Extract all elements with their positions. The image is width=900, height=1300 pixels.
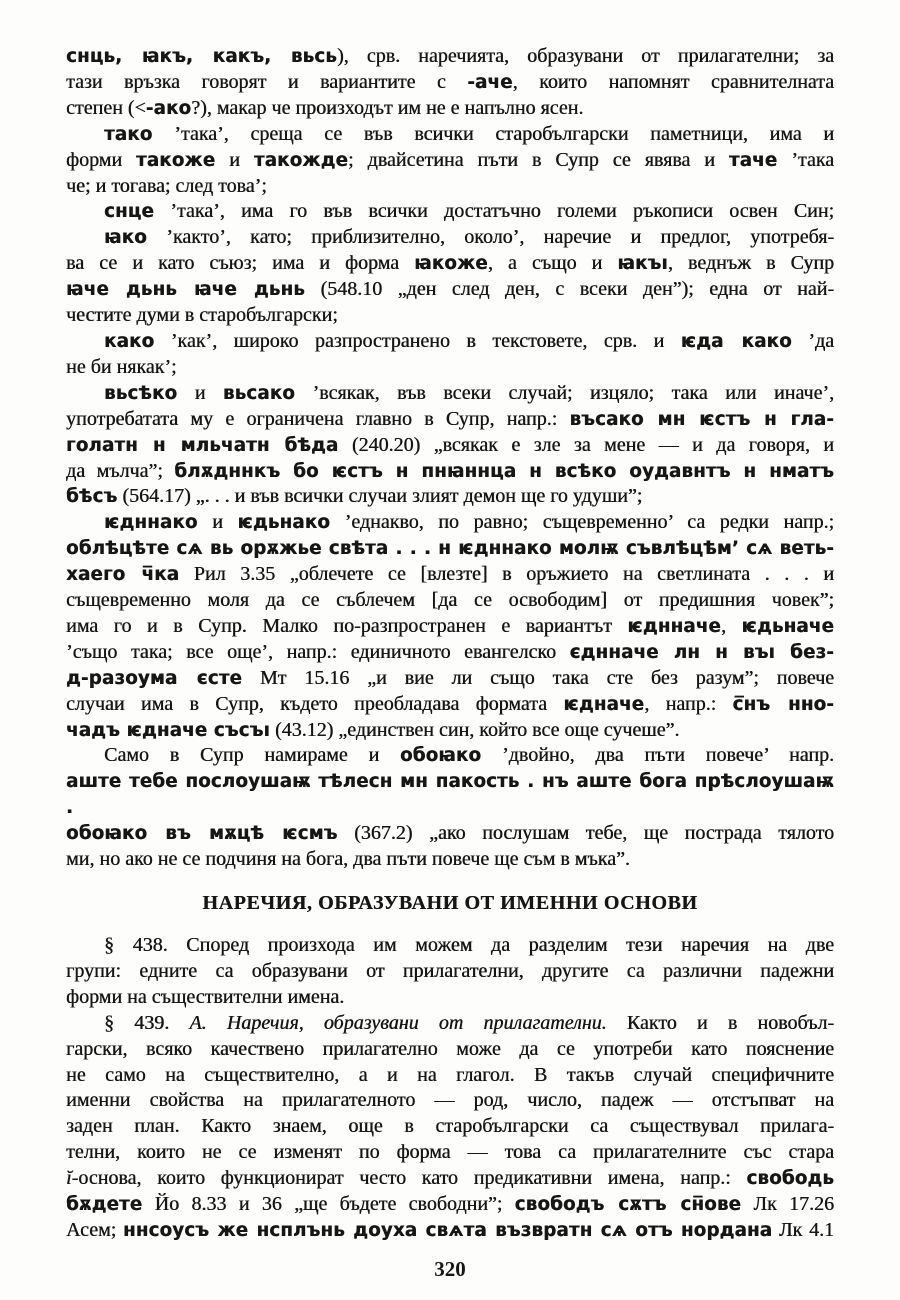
old-cyrillic-text: ѥдьначе (741, 615, 834, 637)
body-text: ’еднакво, по равно; същевременно’ са редки напр.; (330, 511, 835, 534)
text-line (66, 1114, 834, 1140)
text-line (66, 959, 834, 985)
body-text: § 438. Според произхода им можем да разделим тези наречия на две (104, 934, 834, 956)
old-cyrillic-text: свободъ сѫтъ сн̅ове (514, 1194, 742, 1216)
body-text: ; двайсетина пъти в Супр се явява и (348, 148, 729, 171)
text-line (66, 148, 834, 174)
old-cyrillic-text: свободь (746, 1168, 834, 1190)
old-cyrillic-text: с̅нъ нно- (732, 693, 835, 715)
text-line (66, 614, 834, 640)
old-cyrillic-text: ꙗко (104, 227, 147, 249)
body-text: Асем; (66, 1218, 123, 1241)
old-cyrillic-text: ꙗкъı (617, 253, 668, 275)
text-line (66, 96, 834, 122)
body-section (66, 933, 834, 1244)
body-text: ?), макар че произходът им не е напълно ясен. (191, 96, 584, 119)
body-text: -основа, които функционират често като предикативни имена, напр.: (71, 1167, 747, 1190)
body-text: ва се и като съюз; има и форма (66, 252, 415, 275)
page-number: 320 (434, 1256, 466, 1281)
old-cyrillic-text: въсако мн ѥстъ н гла- (569, 408, 834, 430)
old-cyrillic-text: вьсако (222, 382, 295, 404)
text-line (66, 743, 834, 769)
text-line (66, 122, 834, 148)
old-cyrillic-text: ннсоусъ же нсплънь доуха свѧта възвратн сѧ отъ нордана (122, 1219, 773, 1241)
old-cyrillic-text: снць, ꙗкъ, какъ, вьсь (66, 46, 337, 67)
body-text: форми на съществителни имена. (66, 985, 345, 1008)
body-text: именни свойства на прилагателното — род, число, падеж — отстъпват на (66, 1089, 834, 1112)
old-cyrillic-text: хаего ч̅ка (66, 564, 180, 586)
old-cyrillic-text: голатн н мльчатн бѣда (66, 434, 339, 456)
body-text: телни, които не се изменят по форма — това са прилагателните със стара (66, 1141, 834, 1164)
old-cyrillic-text: такожде (253, 149, 349, 171)
text-line (66, 459, 834, 485)
text-line (66, 329, 834, 355)
text-line (66, 44, 834, 70)
text-line (66, 407, 834, 433)
body-text: форми (66, 148, 136, 171)
body-text: (43.12) „единствен син, който все още сучеше”. (269, 718, 680, 741)
body-text: ’също така; все още’, напр.: единичното евангелско (66, 640, 570, 663)
text-line (66, 985, 834, 1011)
body-text: , които напомнят сравнителната (512, 70, 834, 93)
body-text: (548.10 „ден след ден, с всеки ден”); една от най- (304, 278, 834, 301)
body-text: заден план. Както знаем, още в старобългарски са съществувал прилага- (66, 1115, 834, 1138)
text-line (66, 225, 834, 251)
body-text: употребатата му е ограничена главно в Супр, напр.: (66, 407, 570, 430)
text-line (66, 277, 834, 303)
old-cyrillic-text: чадъ ѥдначе съсъı (66, 719, 270, 741)
text-line (66, 562, 834, 588)
text-line (66, 640, 834, 666)
body-text: Йо 8.33 и 36 „ще бъдете свободни”; (142, 1193, 515, 1216)
body-text: (564.17) „. . . и във всички случаи злият демон ще го удуши”; (117, 485, 643, 508)
body-text: ’как’, широко разпространено в текстовете, срв. и (154, 329, 681, 352)
body-text: Мт 15.16 „и вие ли също така сте без разум”; повече (242, 666, 834, 689)
body-text: да мълча”; (66, 459, 175, 482)
text-line (66, 1063, 834, 1089)
body-text: ми, но ако не се подчиня на бога, два пъти повече ще съм в мъка”. (66, 848, 630, 871)
old-cyrillic-text: аште тебе послоушаѭ тѣлесн мн пакость . нъ аште бога прѣслоушаѭ . (66, 771, 834, 819)
body-text: Само в Супр намираме и (104, 744, 400, 767)
body-text: , напр.: (644, 692, 733, 715)
text-line (66, 484, 834, 510)
section-heading: НАРЕЧИЯ, ОБРАЗУВАНИ ОТ ИМЕННИ ОСНОВИ (202, 892, 698, 914)
old-cyrillic-text: д-разоума єсте (66, 667, 243, 689)
body-text: и (197, 511, 238, 534)
text-line (66, 821, 834, 847)
old-cyrillic-text: тако (104, 123, 153, 145)
old-cyrillic-text: обоꙗко въ мѫцѣ ѥсмъ (66, 823, 338, 845)
old-cyrillic-text: обоꙗко (399, 745, 482, 767)
body-text: ’всякак, във всеки случай; изцяло; така или иначе’, (294, 381, 835, 404)
text-line (66, 1088, 834, 1114)
text-line (66, 355, 834, 381)
text-line (66, 1166, 834, 1192)
old-cyrillic-text: снце (104, 201, 154, 223)
text-line (66, 1140, 834, 1166)
body-text: § 439. (104, 1011, 190, 1034)
body-text: Както и в новобъл- (606, 1011, 835, 1034)
text-line (66, 1192, 834, 1218)
body-text: Лк 4.1 (772, 1218, 834, 1241)
text-line (66, 381, 834, 407)
body-text: и (177, 381, 223, 404)
text-line (66, 666, 834, 692)
old-cyrillic-text: ѥдначе (563, 693, 645, 715)
body-text: не би някак’; (66, 355, 177, 378)
text-line (66, 174, 834, 200)
old-cyrillic-text: ꙗкоже (414, 253, 488, 275)
body-text: А. Наречия, образувани от прилагателни. (189, 1011, 607, 1034)
text-line (66, 70, 834, 96)
text-line (66, 847, 834, 873)
text-line (66, 536, 834, 562)
body-text: има го и в Супр. Малко по-разпространен е вариантът (66, 614, 628, 637)
text-line (66, 588, 834, 614)
old-cyrillic-text: блѫдннкъ бо ѥстъ н пнꙗннца н всѣко оудавнтъ н нматъ (174, 460, 835, 482)
body-text: същевременно моля да се съблечем [да се освободим] от предишния човек”; (66, 589, 834, 612)
body-text: ĭ (66, 1167, 72, 1190)
body-text: , а също и (487, 252, 618, 275)
body-text: честите думи в старобългарски; (66, 304, 338, 327)
text-line (66, 251, 834, 277)
body-text: Рил 3.35 „облечете се [влезте] в оръжието на светлината . . . и (179, 563, 834, 586)
old-cyrillic-text: облѣцѣте сѧ вь орѫжье свѣта . . . н ѥдннако молѭ съвлѣцѣм’ сѧ веть- (66, 538, 834, 560)
text-line (66, 510, 834, 536)
body-text: (240.20) „всякак е зле за мене — и да говоря, и (338, 433, 834, 456)
old-cyrillic-text: -ако (145, 97, 192, 119)
body-text: групи: едните са образувани от прилагателни, другите са различни падежни (66, 959, 834, 982)
text-line (66, 199, 834, 225)
body-text: , (720, 614, 742, 637)
body-text: Лк 17.26 (741, 1193, 834, 1216)
text-line (66, 769, 834, 821)
old-cyrillic-text: ꙗче дьнь ꙗче дьнь (66, 279, 305, 301)
old-cyrillic-text: таче (728, 149, 778, 171)
body-text: ’така’, среща се във всички старобългарски паметници, има и (152, 122, 834, 145)
body-text: ’така (777, 148, 835, 171)
old-cyrillic-text: бѣсъ (66, 486, 118, 508)
body-text: (367.2) „ако послушам тебе, ще пострада тялото (337, 822, 834, 845)
body-text: ’така’, има го във всички достатъчно големи ръкописи освен Син; (153, 200, 834, 223)
old-cyrillic-text: -аче (467, 71, 513, 93)
body-text: ), срв. наречията, образувани от прилагателни; за (336, 45, 834, 67)
body-text: ’двойно, два пъти повече’ напр. (481, 744, 834, 767)
body-text: ’да (791, 329, 834, 352)
old-cyrillic-text: єднначе лн н въı без- (569, 641, 834, 663)
old-cyrillic-text: ѥда како (680, 330, 792, 352)
text-line (66, 433, 834, 459)
old-cyrillic-text: такоже (135, 149, 216, 171)
body-text: че; и тогава; след това’; (66, 174, 267, 197)
text-line (66, 303, 834, 329)
body-text: не само на съществително, а и на глагол. В такъв случай специфичните (66, 1063, 834, 1086)
body-text: и (215, 148, 254, 171)
body-text: ’както’, като; приблизително, около’, наречие и предлог, употребя- (146, 226, 834, 249)
old-cyrillic-text: бѫдете (66, 1194, 143, 1216)
body-text: случаи има в Супр, където преобладава формата (66, 692, 564, 715)
old-cyrillic-text: ѥднначе (627, 615, 721, 637)
body-text: , веднъж в Супр (667, 252, 835, 275)
text-line (66, 718, 834, 744)
old-cyrillic-text: вьсѣко (104, 382, 178, 404)
body-text: степен (< (66, 96, 146, 119)
text-line (66, 1011, 834, 1037)
body-text: тази връзка говорят и вариантите с (66, 70, 468, 93)
text-line (66, 933, 834, 959)
body-text: гарски, всяко качествено прилагателно може да се употреби като пояснение (66, 1037, 834, 1060)
body-top (66, 44, 834, 873)
old-cyrillic-text: како (104, 330, 155, 352)
text-line (66, 1218, 834, 1244)
text-line (66, 1037, 834, 1063)
old-cyrillic-text: ѥдннако (104, 512, 198, 534)
text-line (66, 692, 834, 718)
old-cyrillic-text: ѥдьнако (237, 512, 330, 534)
